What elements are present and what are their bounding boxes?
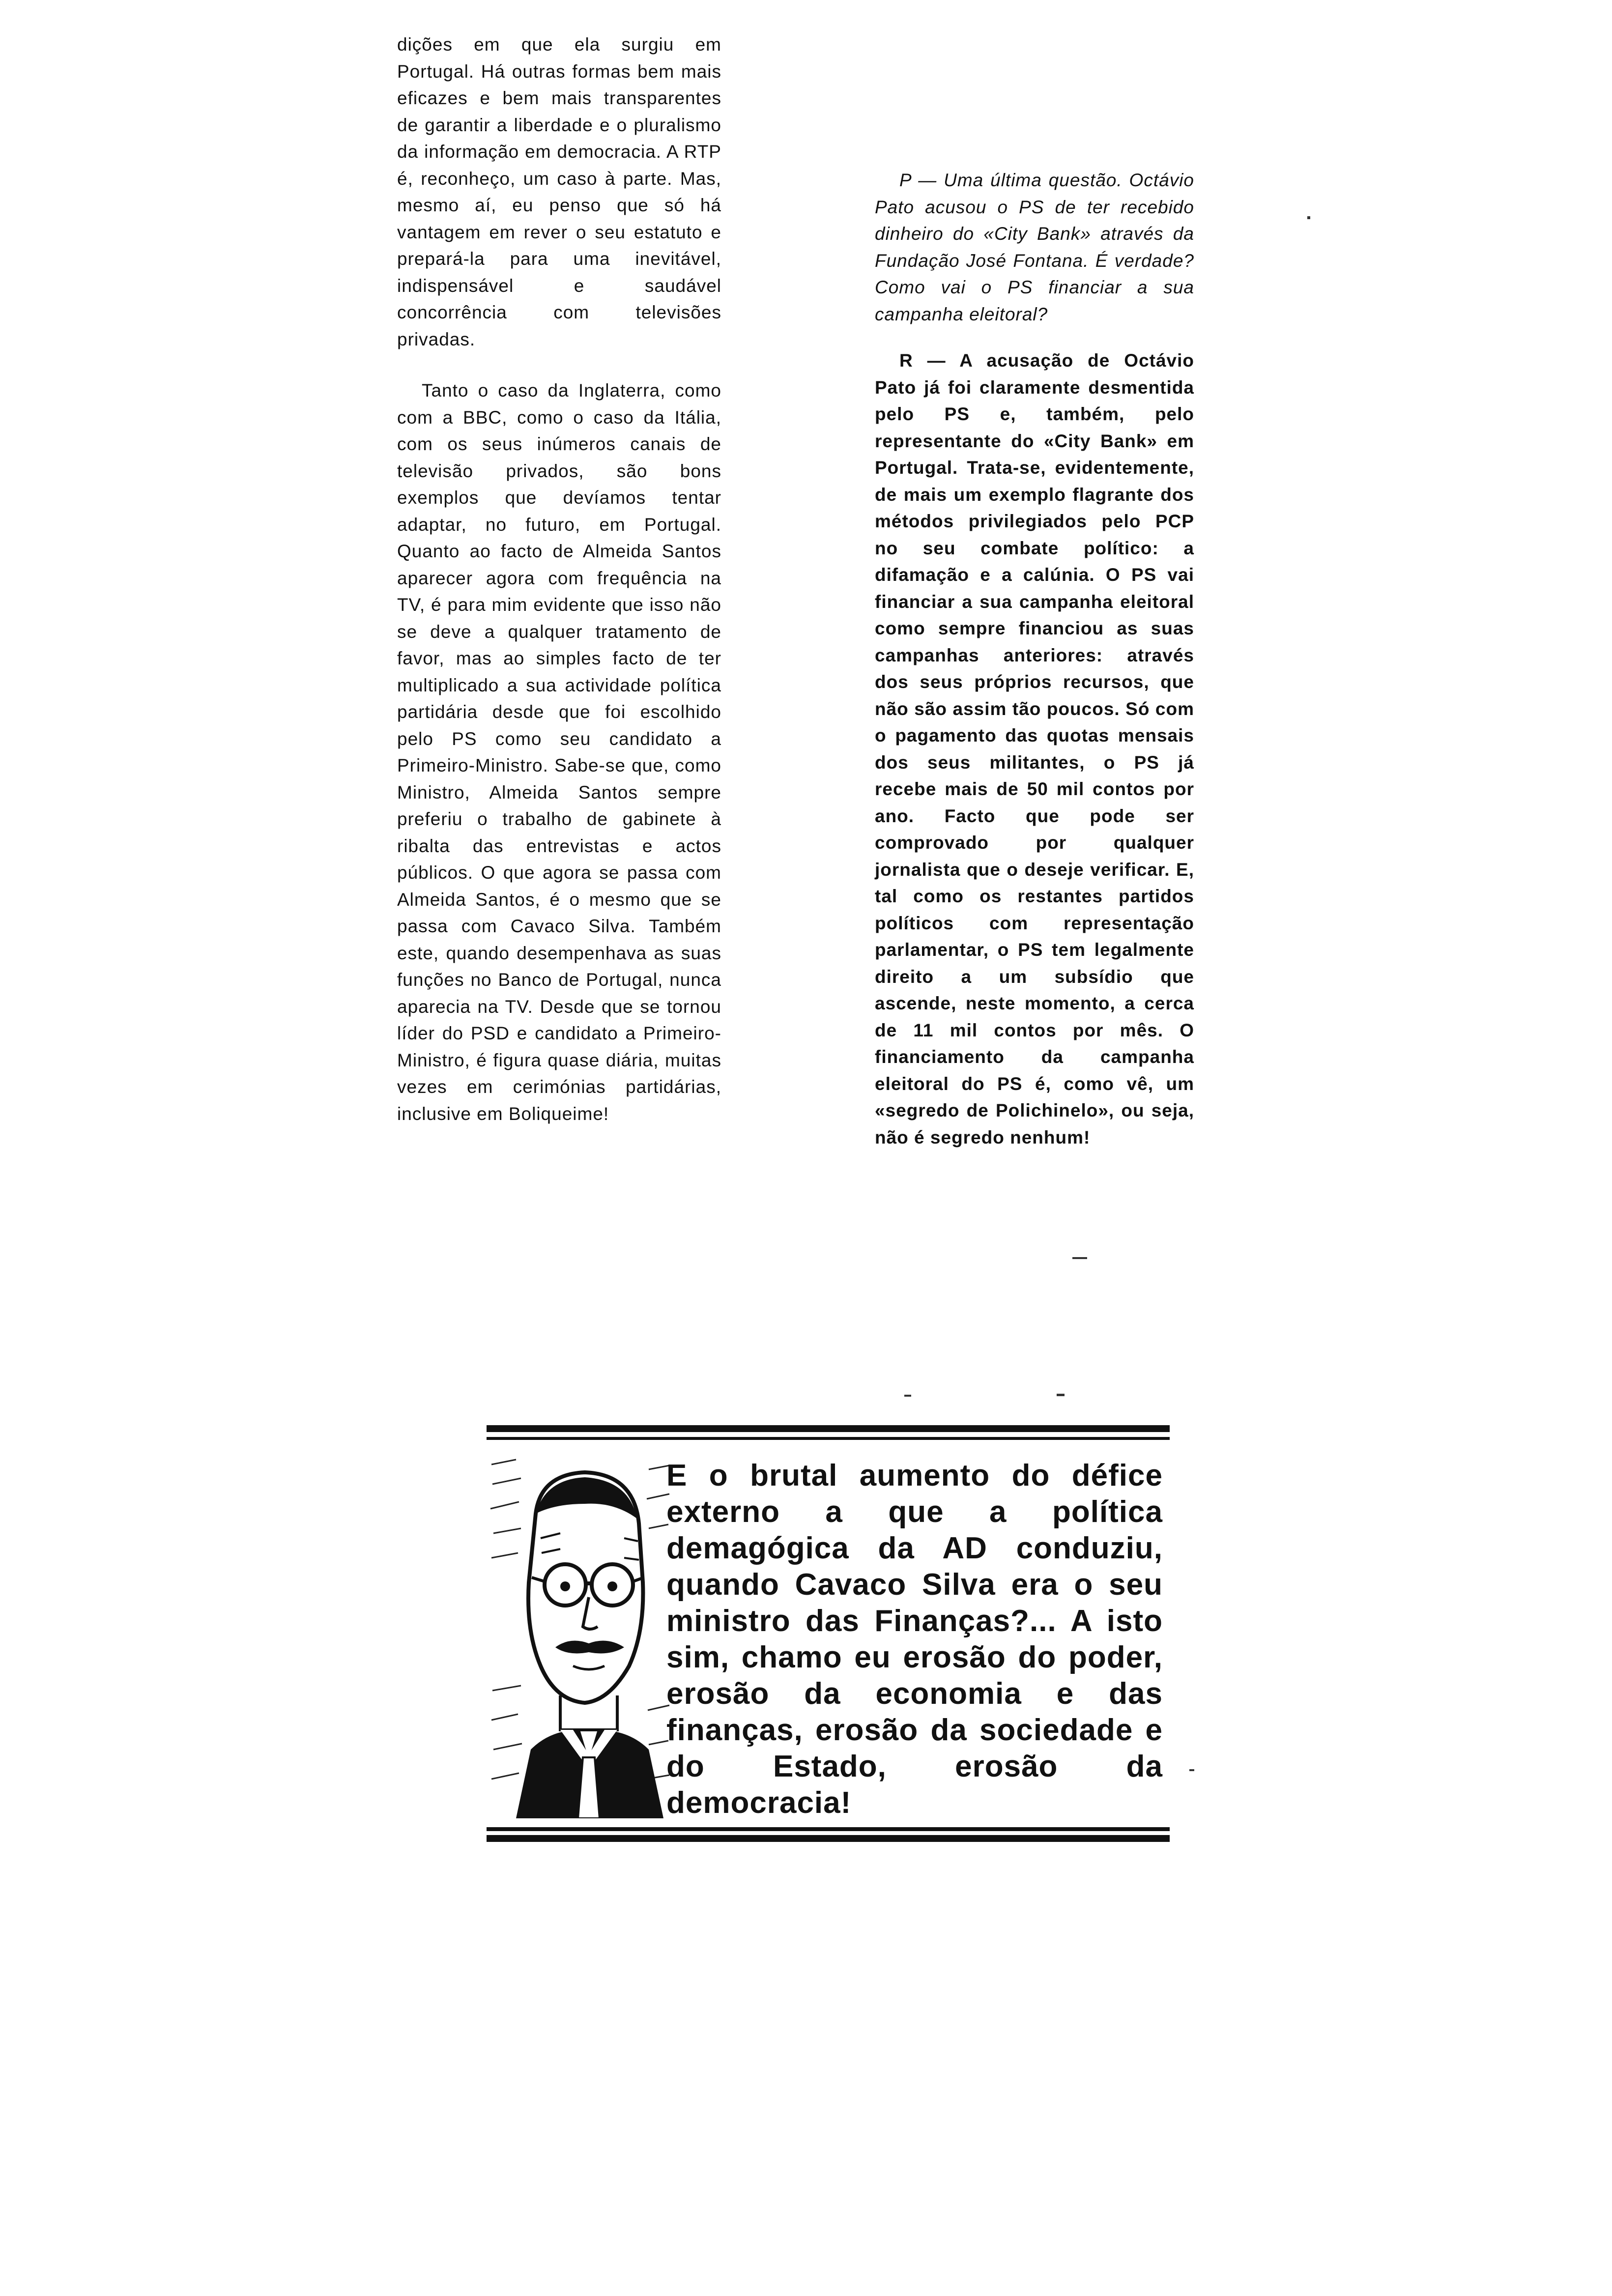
bottom-rule-thick [487,1835,1170,1842]
portrait-illustration-icon [487,1455,673,1818]
article-left-column [397,31,721,1127]
interview-answer: R — A acusação de Octávio Pato já foi claramente desmentida pelo PS e, também, pelo representante do «City Bank» em Portugal. Trata-se, evidentemente, de mais um exemplo flagrante dos métodos privilegiados pelo PCP no seu combate político: a difamação e a calúnia. O PS vai financiar a sua campanha eleitoral como sempre financiou as suas campanhas anteriores: através dos seus próprios recursos, que não são assim tão poucos. Só com o pagamento das quotas mensais dos seus militantes, o PS já recebe mais de 50 mil contos por ano. Facto que pode ser comprovado por qualquer jornalista que o deseje verificar. E, tal como os restantes partidos políticos com representação parlamentar, o PS tem legalmente direito a um subsídio que ascende, neste momento, a cerca de 11 mil contos por mês. O financiamento da campanha eleitoral do PS é, como vê, um «segredo de Polichinelo», ou seja, não é segredo nenhum! [875,350,1194,1148]
left-paragraph-1: dições em que ela surgiu em Portugal. Há outras formas bem mais eficazes e bem mais transparentes de garantir a liberdade e o pluralismo da informação em democracia. A RTP é, reconheço, um caso à parte. Mas, mesmo aí, eu penso que só há vantagem em rever o seu estatuto e prepará-la para uma inevitável, indispensável e saudável concorrência com televisões privadas. [397,34,721,349]
top-rule-thin [487,1437,1170,1440]
top-rule-thick [487,1425,1170,1432]
scan-speck [1072,1257,1087,1259]
left-paragraph-2: Tanto o caso da Inglaterra, como com a BBC, como o caso da Itália, com os seus inúmeros canais de televisão privados, são bons exemplos que devíamos tentar adaptar, no futuro, em Portugal. Quanto ao facto de Almeida Santos aparecer agora com frequência na TV, é para mim evidente que isso não se deve a qualquer tratamento de favor, mas ao simples facto de ter multiplicado a sua actividade política partidária desde que foi escolhido pelo PS como seu candidato a Primeiro-Ministro. Sabe-se que, como Ministro, Almeida Santos sempre preferiu o trabalho de gabinete à ribalta das entrevistas e actos públicos. O que agora se passa com Almeida Santos, é o mesmo que se passa com Cavaco Silva. Também este, quando desempenhava as suas funções no Banco de Portugal, nunca aparecia na TV. Desde que se tornou líder do PSD e candidato a Primeiro-Ministro, é figura quase diária, muitas vezes em cerimónias partidárias, inclusive em Boliqueime! [397,380,721,1124]
scan-speck [1307,216,1310,219]
scan-speck [1189,1769,1194,1771]
bottom-rule-thin [487,1827,1170,1831]
scan-speck [1057,1394,1065,1396]
article-right-column [875,167,1194,1151]
scan-speck [904,1395,911,1397]
pull-quote: E o brutal aumento do défice externo a que a política demagógica da AD conduziu, quando Cavaco Silva era o seu ministro das Finanças?... A isto sim, chamo eu erosão do poder, erosão da economia e das finanças, erosão da sociedade e do Estado, erosão da democracia! [666,1459,1163,1820]
interview-question: P — Uma última questão. Octávio Pato acusou o PS de ter recebido dinheiro do «City Bank» através da Fundação José Fontana. É verdade? Como vai o PS financiar a sua campanha eleitoral? [875,170,1194,324]
